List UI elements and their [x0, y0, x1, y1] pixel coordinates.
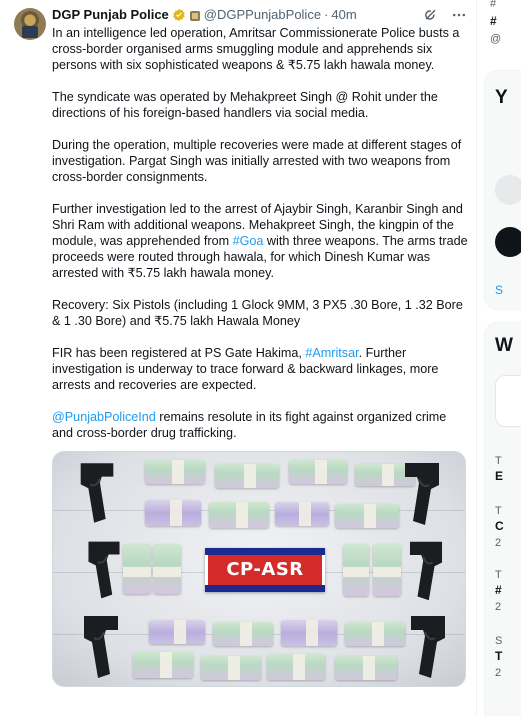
- sidebar-top-handle-fragment: @: [490, 33, 502, 45]
- more-options-icon[interactable]: [450, 6, 468, 24]
- cash-bundle: [343, 544, 369, 596]
- cp-asr-sign: [205, 548, 325, 592]
- hashtag-link[interactable]: #Amritsar: [305, 346, 359, 360]
- tweet-text: [52, 25, 468, 441]
- trend-1-meta: T: [495, 455, 502, 467]
- follow-button[interactable]: [495, 227, 521, 257]
- grok-icon[interactable]: [422, 6, 440, 24]
- cash-bundle: [345, 622, 405, 646]
- header-actions: [422, 6, 468, 24]
- tweet-text-segment: remains resolute in its fight against organized crime and cross-border drug trafficking.: [52, 410, 447, 440]
- trend-1-title[interactable]: E: [495, 469, 504, 483]
- tweet-timestamp[interactable]: 40m: [331, 7, 357, 22]
- trend-4-count: 2: [495, 667, 502, 679]
- author-name[interactable]: DGP Punjab Police: [52, 7, 169, 22]
- tweet-text-segment: . Further investigation is underway to trace forward & backward linkages, more arrests and recoveries are expected.: [52, 346, 439, 392]
- trend-2-title[interactable]: C: [495, 519, 504, 533]
- pistol: [73, 458, 121, 528]
- tweet-text-segment: Further investigation led to the arrest of Ajaybir Singh, Karanbir Singh and Shri Ram with additional weapons. Mehakpreet Singh, the kingpin of the module, was apprehended from: [52, 202, 463, 248]
- cash-bundle: [275, 502, 329, 526]
- cash-bundle: [281, 620, 337, 646]
- tweet-text-segment: FIR has been registered at PS Gate Hakima,: [52, 346, 306, 360]
- sidebar-card-who-to-follow: [484, 70, 521, 310]
- tweet-paragraph: [52, 297, 468, 329]
- cash-bundle: [145, 500, 201, 526]
- tweet-text-segment: Recovery: Six Pistols (including 1 Glock 9MM, 3 PX5 .30 Bore, 1 .32 Bore & 1 .30 Bore) and ₹5.75 lakh Hawala Money: [52, 298, 463, 328]
- tweet-paragraph: [52, 89, 468, 121]
- sidebar-heading-1: Y: [495, 87, 508, 108]
- cash-bundle: [373, 544, 401, 596]
- trend-2-count: 2: [495, 537, 502, 549]
- pistol: [397, 458, 447, 530]
- tweet-text-segment: with three weapons. The arms trade proceeds were routed through hawala, for which Dinesh Kumar was arrested with ₹5.75 lakh hawala money.: [52, 234, 468, 280]
- tweet-text-segment: The syndicate was operated by Mehakpreet Singh @ Rohit under the directions of his foreign-based handlers via social media.: [52, 90, 438, 120]
- suggested-avatar-1[interactable]: [495, 175, 521, 205]
- right-sidebar: [478, 0, 521, 716]
- pistol: [403, 612, 453, 682]
- tweet-paragraph: [52, 137, 468, 185]
- tweet-paragraph: [52, 409, 468, 441]
- trend-4-title[interactable]: T: [495, 649, 503, 663]
- sidebar-show-more-link[interactable]: S: [495, 283, 504, 297]
- tweet-paragraph: [52, 201, 468, 281]
- tweet-paragraph: [52, 345, 468, 393]
- trend-3-meta: T: [495, 569, 502, 581]
- header-separator: ·: [324, 7, 329, 22]
- cash-bundle: [149, 620, 205, 644]
- cash-bundle: [201, 656, 261, 680]
- sidebar-top-fragment: #: [490, 0, 497, 10]
- cash-bundle: [335, 656, 397, 680]
- trend-image-thumb[interactable]: [495, 375, 521, 427]
- cash-bundle: [145, 460, 205, 484]
- trend-2-meta: T: [495, 505, 502, 517]
- tweet-paragraph: [52, 25, 468, 73]
- tweet-header: [52, 6, 468, 24]
- cash-bundle: [153, 544, 181, 594]
- cash-bundle: [289, 460, 347, 484]
- tweet-text-segment: In an intelligence led operation, Amritsar Commissionerate Police busts a cross-border organised arms smuggling module and apprehends six persons with six sophisticated weapons & ₹5.75 lakh hawala money.: [52, 26, 460, 72]
- author-handle[interactable]: @DGPPunjabPolice: [203, 7, 322, 22]
- cash-bundle: [213, 622, 273, 646]
- trend-3-title[interactable]: #: [495, 583, 502, 597]
- mention-link[interactable]: @PunjabPoliceInd: [52, 410, 156, 424]
- pistol: [75, 538, 133, 602]
- affiliate-badge-icon: [189, 9, 201, 21]
- hashtag-link[interactable]: #Goa: [232, 234, 264, 248]
- sidebar-heading-2: W: [495, 335, 513, 356]
- cash-bundle: [335, 504, 399, 528]
- sidebar-card-trends: [484, 322, 521, 716]
- tweet-text-segment: During the operation, multiple recoveries were made at different stages of investigation. Pargat Singh was initially arrested with two weapons from cross-border consignments.: [52, 138, 462, 184]
- cash-bundle: [133, 652, 193, 678]
- sign-text: CP-ASR: [226, 559, 304, 580]
- pistol: [399, 538, 453, 604]
- cash-bundle: [215, 464, 279, 488]
- tweet-image[interactable]: [52, 451, 466, 687]
- tweet-content: [52, 6, 468, 457]
- author-avatar[interactable]: [14, 8, 46, 40]
- trend-3-count: 2: [495, 601, 502, 613]
- trend-4-meta: S: [495, 635, 503, 647]
- cash-bundle: [209, 502, 269, 528]
- cash-bundle: [267, 654, 325, 680]
- verified-badge-icon: [172, 8, 186, 22]
- pistol: [75, 612, 127, 682]
- sidebar-top-title-fragment: #: [490, 14, 497, 28]
